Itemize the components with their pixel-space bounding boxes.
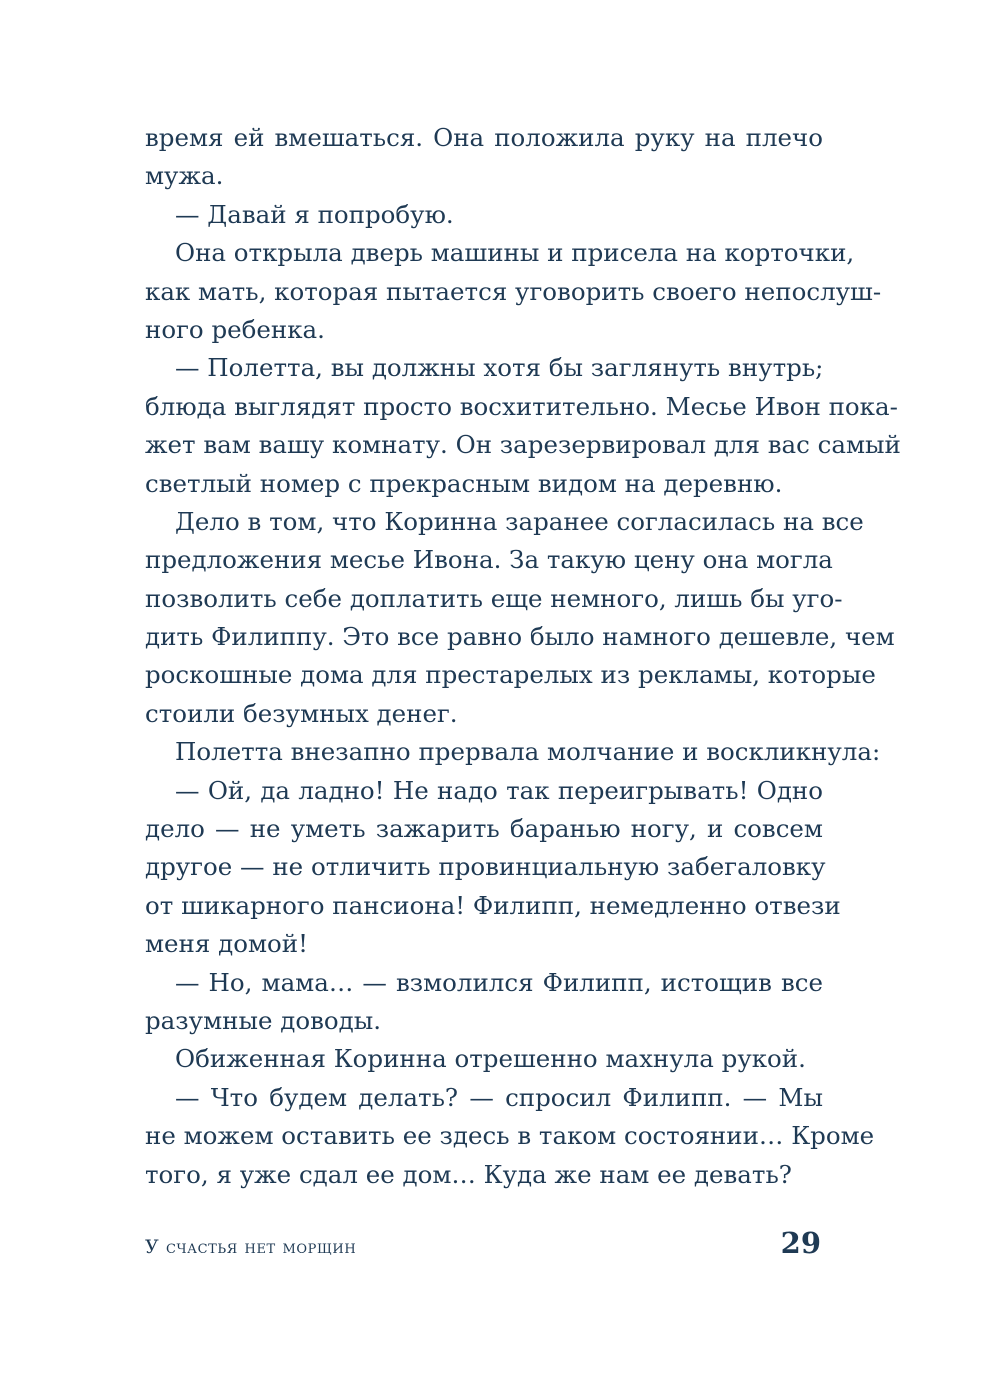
text-line: как мать, которая пытается уговорить своего непослуш-: [145, 276, 882, 306]
paragraph-start-line: Обиженная Коринна отрешенно махнула рукой.: [175, 1044, 806, 1074]
text-line: мужа.: [145, 161, 224, 191]
paragraph-start-line: Дело в том, что Коринна заранее согласилась на все: [175, 506, 864, 536]
body-text: [145, 119, 901, 1194]
text-line: светлый номер с прекрасным видом на деревню.: [145, 468, 783, 498]
text-line: от шикарного пансиона! Филипп, немедленно отвези: [145, 890, 841, 920]
text-line: позволить себе доплатить еще немного, лишь бы уго-: [145, 583, 843, 613]
text-line: предложения месье Ивона. За такую цену она могла: [145, 545, 833, 575]
text-line: блюда выглядят просто восхитительно. Месье Ивон пока-: [145, 391, 898, 421]
text-line: ного ребенка.: [145, 314, 325, 344]
dialogue-line: — Ой, да ладно! Не надо так переигрывать! Одно: [175, 775, 823, 805]
text-line: жет вам вашу комнату. Он зарезервировал для вас самый: [145, 430, 901, 460]
dialogue-line: — Давай я попробую.: [175, 199, 454, 229]
dialogue-line: — Что будем делать? — спросил Филипп. — Мы: [175, 1082, 823, 1112]
text-line: разумные доводы.: [145, 1005, 381, 1035]
page-footer: [145, 1226, 823, 1266]
paragraph-start-line: Она открыла дверь машины и присела на корточки,: [175, 238, 855, 268]
text-line: стоили безумных денег.: [145, 698, 458, 728]
dialogue-line: — Полетта, вы должны хотя бы заглянуть внутрь;: [175, 353, 824, 383]
text-line: не можем оставить ее здесь в таком состоянии… Кроме: [145, 1121, 875, 1151]
page-number: 29: [780, 1226, 821, 1260]
text-line: того, я уже сдал ее дом… Куда же нам ее девать?: [145, 1159, 792, 1189]
dialogue-line: — Но, мама… — взмолился Филипп, истощив все: [175, 967, 823, 997]
text-line: роскошные дома для престарелых из рекламы, которые: [145, 660, 876, 690]
text-line: меня домой!: [145, 929, 308, 959]
running-title: У счастья нет морщин: [145, 1236, 357, 1258]
paragraph-start-line: Полетта внезапно прервала молчание и воскликнула:: [175, 737, 881, 767]
text-line: время ей вмешаться. Она положила руку на плечо: [145, 123, 823, 152]
text-line: другое — не отличить провинциальную забегаловку: [145, 852, 826, 882]
text-line: дить Филиппу. Это все равно было намного дешевле, чем: [145, 622, 895, 652]
text-line: дело — не уметь зажарить баранью ногу, и совсем: [145, 814, 823, 844]
